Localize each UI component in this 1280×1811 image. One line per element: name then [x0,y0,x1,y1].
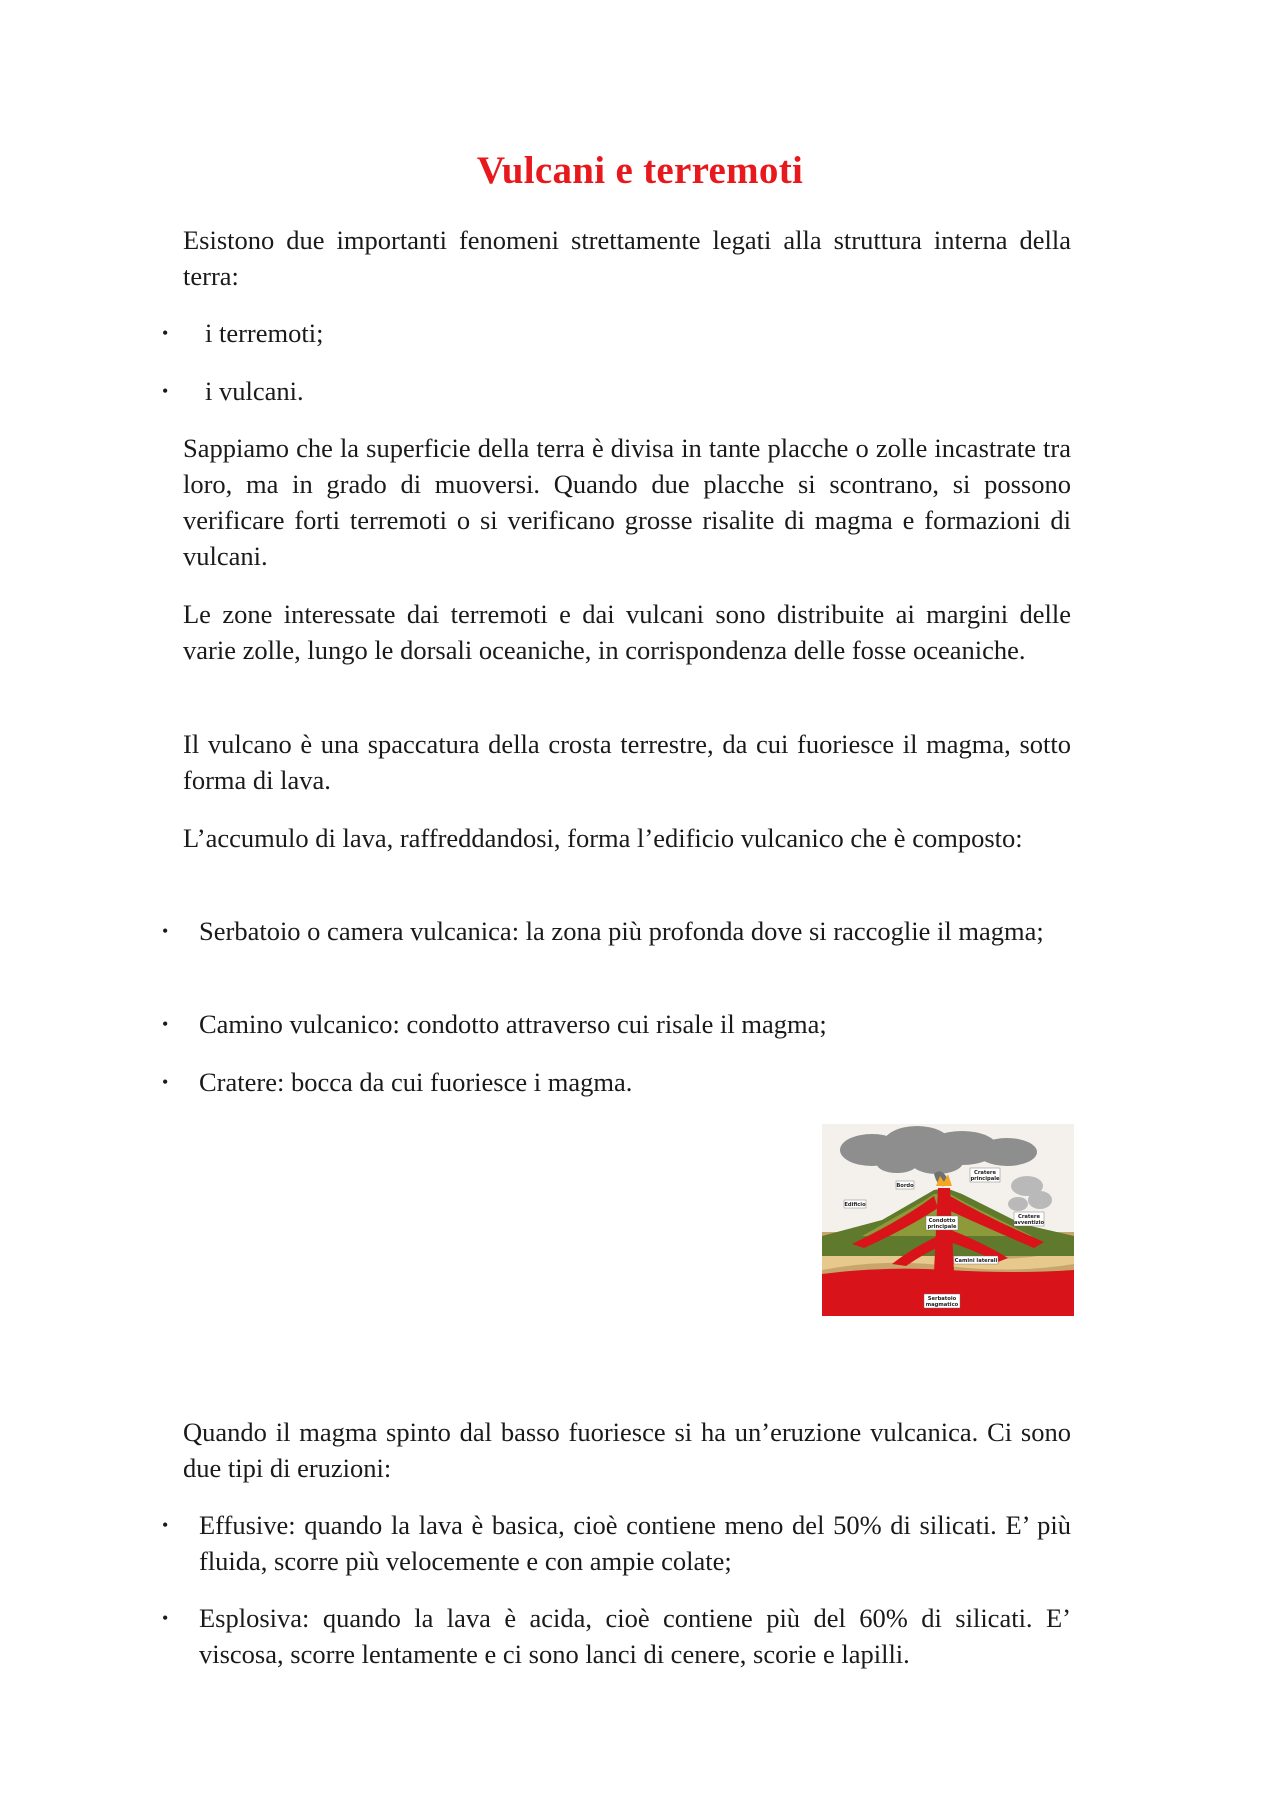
bullet-marker: • [162,381,169,401]
label-bordo: Bordo [896,1183,914,1189]
label-cratere-avventizio: Cratere [1018,1214,1040,1220]
label-condotto-principale: Condotto [928,1218,956,1224]
label-cratere-principale: principale [970,1176,1000,1182]
list-item: i terremoti; [205,318,324,348]
volcano-paragraph: Il vulcano è una spaccatura della crosta terrestre, da cui fuoriesce il magma, sotto forma di lava. [183,729,1071,795]
list-item: Esplosiva: quando la lava è acida, cioè contiene più del 60% di silicati. E’ viscosa, scorre lentamente e ci sono lanci di cenere, scorie e lapilli. [199,1603,1071,1669]
bullet-marker: • [162,1608,169,1628]
building-paragraph: L’accumulo di lava, raffreddandosi, forma l’edificio vulcanico che è composto: [183,823,1023,853]
bullet-marker: • [162,921,169,941]
bullet-marker: • [162,323,169,343]
label-camini-laterali: Camini laterali [954,1258,998,1264]
list-item: Camino vulcanico: condotto attraverso cui risale il magma; [199,1009,827,1039]
bullet-marker: • [162,1072,169,1092]
page-title: Vulcani e terremoti [476,149,804,192]
list-item: i vulcani. [205,376,304,406]
volcano-illustration [822,1124,1074,1316]
bullet-marker: • [162,1515,169,1535]
label-cratere-avventizio: avventizio [1013,1220,1045,1226]
bullet-marker: • [162,1014,169,1034]
label-serbatoio-magmatico: Serbatoio [927,1296,957,1302]
list-item: Serbatoio o camera vulcanica: la zona più profonda dove si raccoglie il magma; [199,916,1044,946]
intro-paragraph: Esistono due importanti fenomeni strettamente legati alla struttura interna della terra: [183,225,1071,291]
label-edificio: Edificio [844,1202,866,1208]
list-item: Cratere: bocca da cui fuoriesce i magma. [199,1067,633,1097]
zones-paragraph: Le zone interessate dai terremoti e dai vulcani sono distribuite ai margini delle varie zolle, lungo le dorsali oceaniche, in corrispondenza delle fosse oceaniche. [183,599,1071,665]
plates-paragraph: Sappiamo che la superficie della terra è divisa in tante placche o zolle incastrate tra loro, ma in grado di muoversi. Quando due placche si scontrano, si possono verificare forti terremoti o si verificano grosse risalite di magma e formazioni di vulcani. [183,433,1071,571]
eruption-paragraph: Quando il magma spinto dal basso fuoriesce si ha un’eruzione vulcanica. Ci sono due tipi di eruzioni: [183,1417,1071,1483]
label-serbatoio-magmatico: magmatico [925,1302,959,1308]
label-cratere-principale: Cratere [974,1170,996,1176]
list-item: Effusive: quando la lava è basica, cioè contiene meno del 50% di silicati. E’ più fluida, scorre più velocemente e con ampie colate; [199,1510,1071,1576]
volcano-diagram [822,1124,1074,1316]
label-condotto-principale: principale [927,1224,957,1230]
